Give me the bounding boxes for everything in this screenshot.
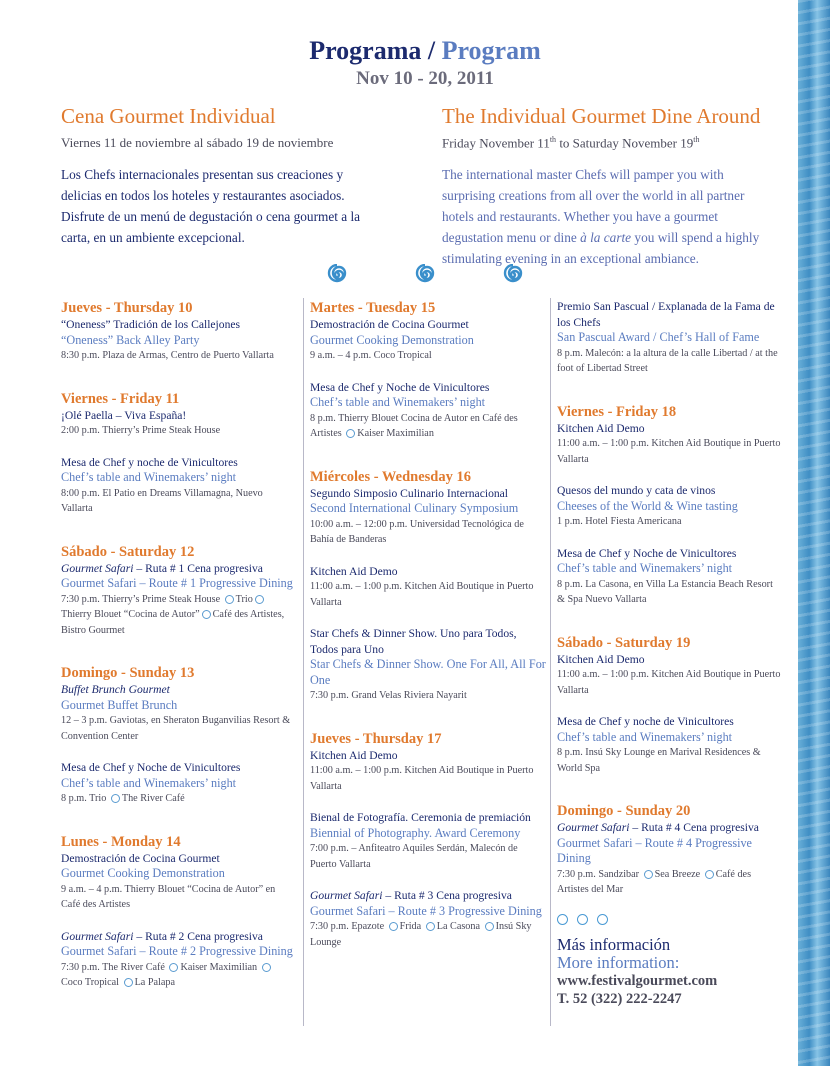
intro-es-title: Cena Gourmet Individual xyxy=(61,104,276,128)
sub-part: to Saturday November 19 xyxy=(556,135,694,151)
day-heading: Jueves - Thursday 10 xyxy=(61,300,193,316)
event-title-en: Second International Culinary Symposium xyxy=(310,501,519,515)
event-italic: Gourmet Safari xyxy=(557,821,630,834)
more-info-en: More information: xyxy=(557,952,680,972)
event-title-en: “Oneness” Back Alley Party xyxy=(61,332,200,347)
intro-en-body xyxy=(442,164,772,269)
day-heading: Lunes - Monday 14 xyxy=(61,833,181,850)
event-title-es xyxy=(310,888,546,904)
venue: 7:30 p.m. Thierry’s Prime Steak House xyxy=(61,593,221,605)
event-title-es: Kitchen Aid Demo xyxy=(557,652,645,666)
event-title-es: Mesa de Chef y Noche de Vinicultores xyxy=(310,380,490,394)
event-title-en: Gourmet Safari – Route # 2 Progressive Dining xyxy=(61,944,293,958)
intro-spanish xyxy=(61,104,381,248)
event-title-es xyxy=(61,929,296,945)
event-details: 7:00 p.m. – Anfiteatro Aquiles Serdán, Malecón de Puerto Vallarta xyxy=(310,843,518,870)
venue: Café des Artistes del Mar xyxy=(557,868,752,895)
event-italic: Gourmet Safari xyxy=(61,561,134,575)
event-title-en: Gourmet Safari – Route # 4 Progressive Dining xyxy=(557,835,752,865)
event-title-es xyxy=(61,561,296,577)
intro-es-body: Los Chefs internacionales presentan sus creaciones y delicias en todos los hoteles y restaurantes asociados. Disfrute de un menú de degustación o cena gourmet a la carta, en un ambiente excepcional. xyxy=(61,167,361,245)
event-details: 11:00 a.m. – 1:00 p.m. Kitchen Aid Boutique in Puerto Vallarta xyxy=(310,581,534,608)
event-title-es: Kitchen Aid Demo xyxy=(557,421,645,435)
body-em: à la carte xyxy=(580,230,632,246)
intro-en-subtitle xyxy=(442,135,772,151)
title-es: Programa / xyxy=(309,36,436,65)
more-info-es: Más información xyxy=(557,934,671,954)
event-title-en: Chef’s table and Winemakers’ night xyxy=(557,729,733,744)
event-details: 8:00 p.m. El Patio en Dreams Villamagna, Nuevo Vallarta xyxy=(61,487,263,514)
event-title-en: Gourmet Safari – Route # 1 Progressive Dining xyxy=(61,576,293,590)
event-details: 8 p.m. Malecón: a la altura de la calle Libertad / at the foot of Libertad Street xyxy=(557,347,778,374)
event-details: 11:00 a.m. – 1:00 p.m. Kitchen Aid Boutique in Puerto Vallarta xyxy=(310,765,534,792)
venue: La Casona xyxy=(436,921,481,932)
event-details: 11:00 a.m. – 1:00 p.m. Kitchen Aid Boutique in Puerto Vallarta xyxy=(557,438,781,465)
swirl-icon xyxy=(326,264,348,286)
event-title-es: Bienal de Fotografía. Ceremonia de premiación xyxy=(310,811,531,824)
event-title-es: Mesa de Chef y Noche de Vinicultores xyxy=(557,546,737,560)
swirl-bullet-icon xyxy=(169,963,178,972)
event-details: 2:00 p.m. Thierry’s Prime Steak House xyxy=(61,425,221,436)
event-details: 8 p.m. Insú Sky Lounge en Marival Residences & World Spa xyxy=(557,747,761,774)
day-heading: Viernes - Friday 18 xyxy=(557,403,677,420)
event-details: 10:00 a.m. – 12:00 p.m. Universidad Tecnológica de Bahía de Banderas xyxy=(310,518,524,545)
event-title-es: Premio San Pascual / Explanada de la Fama de los Chefs xyxy=(557,300,775,329)
swirl-bullet-icon xyxy=(255,595,264,604)
event-text: – Ruta # 4 Cena progresiva xyxy=(629,821,759,834)
venue: 7:30 p.m. Sandzibar xyxy=(557,868,640,880)
event-italic: Gourmet Safari xyxy=(61,929,134,943)
column-divider xyxy=(550,298,551,1026)
intro-english xyxy=(442,104,772,269)
phone-number: T. 52 (322) 222-2247 xyxy=(557,990,682,1007)
event-title-es: ¡Olé Paella – Viva España! xyxy=(61,408,187,422)
event-title-es: Demostración de Cocina Gourmet xyxy=(310,318,469,331)
swirl-bullet-icon xyxy=(705,870,714,879)
day-heading: Viernes - Friday 11 xyxy=(61,390,180,407)
sub-sup: th xyxy=(693,135,700,144)
body-part: The international master Chefs will pamper you with surprising creations from all over the world in all partner hotels and restaurants. Whether you have a gourmet degustation menu or dine xyxy=(442,167,745,246)
venue: Insú Sky Lounge xyxy=(310,921,532,948)
swirl-icon xyxy=(577,914,588,925)
event-title-es xyxy=(557,820,782,836)
sub-part: Friday November 11 xyxy=(442,135,550,151)
event-title-en: Gourmet Cooking Demonstration xyxy=(61,866,225,880)
event-title-en: Chef’s table and Winemakers’ night xyxy=(61,775,237,790)
event-details xyxy=(61,592,296,639)
event-title-en: San Pascual Award / Chef’s Hall of Fame xyxy=(557,330,760,344)
event-details xyxy=(310,411,546,442)
swirl-bullet-icon xyxy=(111,794,120,803)
swirl-bullet-icon xyxy=(202,610,211,619)
page-title xyxy=(0,36,830,66)
event-title-es: Mesa de Chef y noche de Vinicultores xyxy=(557,715,734,728)
event-text: – Ruta # 2 Cena progresiva xyxy=(133,929,263,943)
event-title-es: Star Chefs & Dinner Show. Uno para Todos, Todos para Uno xyxy=(310,627,517,656)
event-title-en: Star Chefs & Dinner Show. One For All, All For One xyxy=(310,657,546,687)
day-heading: Jueves - Thursday 17 xyxy=(310,730,442,747)
venue: 7:30 p.m. The River Café xyxy=(61,961,165,973)
venue: Kaiser Maximilian xyxy=(180,961,258,973)
event-title-es: Kitchen Aid Demo xyxy=(310,564,398,578)
intro-en-title: The Individual Gourmet Dine Around xyxy=(442,104,761,128)
festival-dates: Nov 10 - 20, 2011 xyxy=(356,68,494,89)
venue: 8 p.m. Thierry Blouet Cocina de Autor en Café des Artistes xyxy=(310,412,518,439)
swirl-bullet-icon xyxy=(644,870,653,879)
small-swirls xyxy=(557,912,782,926)
event-details: 12 – 3 p.m. Gaviotas, en Sheraton Buganvilias Resort & Convention Center xyxy=(61,715,291,742)
event-title-es: “Oneness” Tradición de los Callejones xyxy=(61,318,241,331)
swirl-bullet-icon xyxy=(485,922,494,931)
event-details: 9 a.m. – 4 p.m. Thierry Blouet “Cocina de Autor” en Café des Artistes xyxy=(61,883,276,910)
body-part: you will spend a highly stimulating evening in an exceptional ambiance. xyxy=(442,230,760,267)
event-details: 7:30 p.m. Grand Velas Riviera Nayarit xyxy=(310,690,467,701)
day-heading: Sábado - Saturday 19 xyxy=(557,634,691,651)
venue: Trio xyxy=(235,593,253,605)
title-en: Program xyxy=(441,36,541,65)
swirl-bullet-icon xyxy=(262,963,271,972)
event-text: – Ruta # 1 Cena progresiva xyxy=(133,561,263,575)
venue: 7:30 p.m. Epazote xyxy=(310,921,385,932)
event-details xyxy=(557,867,782,898)
event-title-en: Chef’s table and Winemakers’ night xyxy=(61,470,237,484)
event-details: 8 p.m. La Casona, en Villa La Estancia Beach Resort & Spa Nuevo Vallarta xyxy=(557,578,773,605)
event-title-es: Segundo Simposio Culinario Internacional xyxy=(310,486,509,500)
event-details: 1 p.m. Hotel Fiesta Americana xyxy=(557,516,682,527)
venue: Sea Breeze xyxy=(654,868,701,880)
event-title-en: Chef’s table and Winemakers’ night xyxy=(557,561,733,575)
swirl-bullet-icon xyxy=(124,978,133,987)
day-heading: Domingo - Sunday 13 xyxy=(61,665,195,681)
event-title-en: Gourmet Buffet Brunch xyxy=(61,697,178,712)
day-heading: Domingo - Sunday 20 xyxy=(557,803,691,819)
event-title-en: Gourmet Cooking Demonstration xyxy=(310,332,474,347)
swirl-bullet-icon xyxy=(389,922,398,931)
day-heading: Martes - Tuesday 15 xyxy=(310,300,436,316)
event-details: 11:00 a.m. – 1:00 p.m. Kitchen Aid Boutique in Puerto Vallarta xyxy=(557,669,781,696)
day-heading: Miércoles - Wednesday 16 xyxy=(310,468,471,485)
venue: Frida xyxy=(399,921,422,932)
website-link[interactable]: www.festivalgourmet.com xyxy=(557,972,718,989)
schedule-column-1 xyxy=(61,299,296,991)
event-title-en: Gourmet Safari – Route # 3 Progressive Dining xyxy=(310,903,542,918)
schedule-column-2 xyxy=(310,299,546,950)
venue: The River Café xyxy=(121,793,185,804)
event-details xyxy=(61,791,296,807)
day-heading: Sábado - Saturday 12 xyxy=(61,543,195,560)
event-italic: Buffet Brunch Gourmet xyxy=(61,683,170,696)
event-title-es: Quesos del mundo y cata de vinos xyxy=(557,484,716,497)
swirl-icon xyxy=(597,914,608,925)
event-details: 9 a.m. – 4 p.m. Coco Tropical xyxy=(310,350,432,361)
event-title-en: Chef’s table and Winemakers’ night xyxy=(310,395,486,409)
venue: Coco Tropical xyxy=(61,977,120,988)
event-title-es: Demostración de Cocina Gourmet xyxy=(61,851,220,865)
ocean-border xyxy=(798,0,830,1066)
venue: La Palapa xyxy=(134,977,176,988)
venue: Thierry Blouet “Cocina de Autor” xyxy=(61,609,200,620)
event-title-en: Cheeses of the World & Wine tasting xyxy=(557,498,738,513)
swirl-bullet-icon xyxy=(225,595,234,604)
event-details: 8:30 p.m. Plaza de Armas, Centro de Puerto Vallarta xyxy=(61,350,274,361)
event-title-es: Mesa de Chef y Noche de Vinicultores xyxy=(61,761,241,774)
intro-es-subtitle: Viernes 11 de noviembre al sábado 19 de noviembre xyxy=(61,135,334,150)
event-details xyxy=(61,960,296,991)
sub-sup: th xyxy=(549,135,557,144)
venue: 8 p.m. Trio xyxy=(61,793,107,804)
swirl-bullet-icon xyxy=(346,429,355,438)
column-divider xyxy=(303,298,304,1026)
event-title-es: Kitchen Aid Demo xyxy=(310,748,398,762)
swirl-icon xyxy=(557,914,568,925)
schedule-column-3 xyxy=(557,299,782,1008)
event-text: – Ruta # 3 Cena progresiva xyxy=(382,889,512,902)
venue: Kaiser Maximilian xyxy=(357,428,434,439)
event-details xyxy=(310,919,546,950)
swirl-divider xyxy=(0,264,830,291)
event-title-es xyxy=(61,682,296,698)
swirl-icon xyxy=(502,264,524,286)
swirl-icon xyxy=(414,264,436,286)
venue: Café des Artistes, Bistro Gourmet xyxy=(61,609,285,636)
event-title-en: Biennial of Photography. Award Ceremony xyxy=(310,825,521,840)
swirl-bullet-icon xyxy=(426,922,435,931)
event-title-es: Mesa de Chef y noche de Vinicultores xyxy=(61,455,238,469)
event-italic: Gourmet Safari xyxy=(310,889,383,902)
